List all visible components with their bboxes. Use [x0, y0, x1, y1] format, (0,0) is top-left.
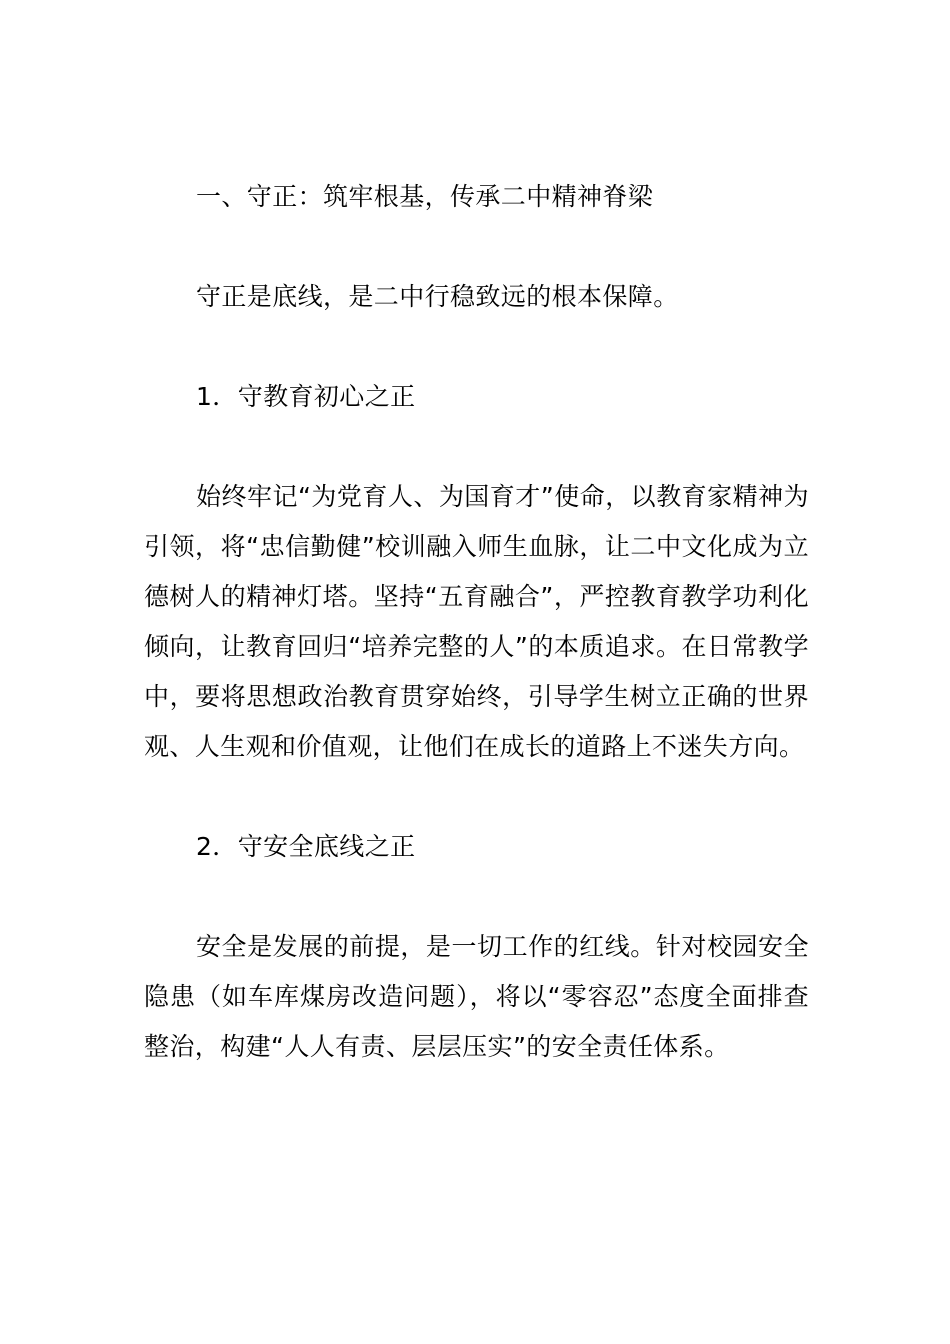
item-2-body: 安全是发展的前提，是一切工作的红线。针对校园安全隐患（如车库煤房改造问题），将以“零容忍”态度全面排查整治，构建“人人有责、层层压实”的安全责任体系。 [144, 932, 809, 1061]
document-content [144, 172, 809, 1072]
item-2-heading: 2．守安全底线之正 [196, 832, 416, 861]
item-1-body: 始终牢记“为党育人、为国育才”使命，以教育家精神为引领，将“忠信勤健”校训融入师生血脉，让二中文化成为立德树人的精神灯塔。坚持“五育融合”，严控教育教学功利化倾向，让教育回归“培养完整的人”的本质追求。在日常教学中，要将思想政治教育贯穿始终，引导学生树立正确的世界观、人生观和价值观，让他们在成长的道路上不迷失方向。 [144, 482, 809, 761]
item-1-heading: 1．守教育初心之正 [196, 382, 416, 411]
section-title: 一、守正：筑牢根基，传承二中精神脊梁 [196, 182, 654, 211]
intro-paragraph: 守正是底线，是二中行稳致远的根本保障。 [196, 282, 679, 311]
